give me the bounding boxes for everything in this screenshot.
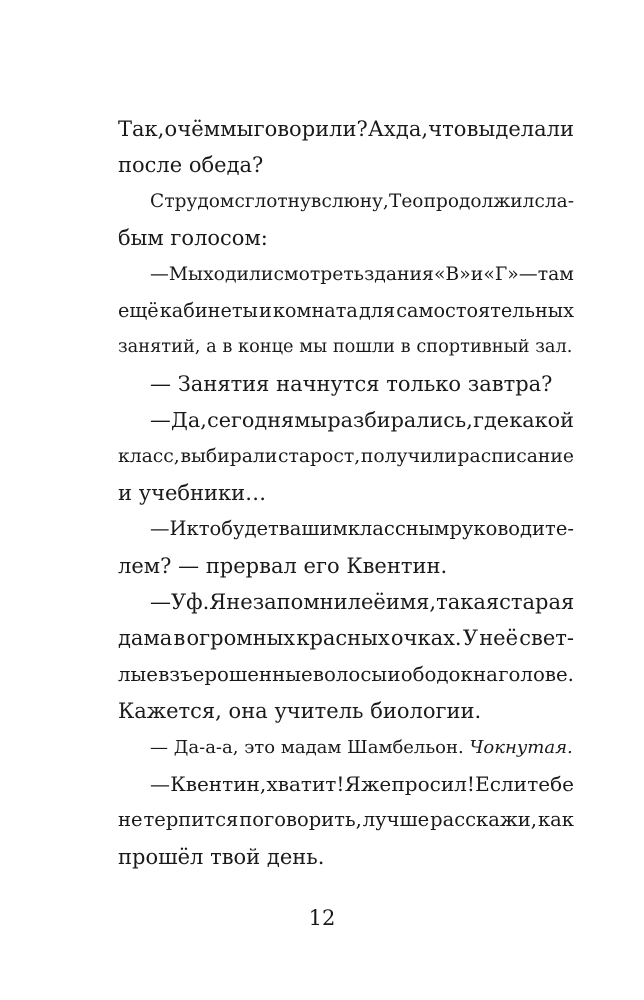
word: голосом: — [170, 226, 268, 251]
word: Ах — [367, 117, 396, 141]
word: обеда? — [188, 153, 264, 178]
word: в — [400, 337, 411, 358]
word: сегодня — [207, 408, 295, 433]
word: его — [303, 553, 340, 578]
word: ещё — [118, 298, 159, 322]
word: выбирали — [180, 445, 278, 467]
word: Да-а-а, — [173, 736, 239, 758]
word: Занятия — [177, 371, 270, 396]
word: Квентин, — [170, 772, 267, 797]
word: классным — [347, 517, 450, 541]
text-line — [118, 293, 574, 329]
text-line — [118, 475, 574, 511]
word: получили — [360, 445, 457, 467]
word: будет — [221, 517, 279, 541]
word: неё — [479, 626, 519, 651]
text-line — [118, 511, 574, 547]
word: бым — [118, 226, 164, 251]
word: чём — [177, 117, 221, 141]
text-line — [118, 584, 574, 620]
word: говорили? — [253, 117, 368, 141]
word: имя, — [385, 590, 437, 615]
word: огромных — [186, 626, 296, 651]
text-line — [118, 366, 574, 402]
word: Шамбельон. — [347, 736, 464, 758]
word: старая — [499, 590, 575, 615]
word: занятий, — [118, 337, 201, 358]
word: — — [518, 263, 538, 285]
word: мадам — [280, 736, 342, 758]
word: — — [150, 408, 171, 433]
word: завтра? — [467, 371, 553, 396]
word: поговорить, — [239, 808, 362, 832]
word: продолжил — [423, 190, 535, 212]
word: «Г» — [483, 263, 519, 285]
word: — — [150, 772, 170, 797]
word: Мы — [168, 263, 203, 285]
word: — — [150, 371, 171, 396]
body-text — [118, 111, 574, 875]
word: вы — [466, 117, 496, 141]
word: о — [164, 117, 178, 141]
word: Кажется, — [118, 699, 222, 724]
word: да, — [395, 117, 429, 141]
word: для — [358, 298, 396, 322]
word: сла- — [534, 190, 574, 212]
word: лучше — [362, 808, 430, 832]
word: конце — [238, 337, 294, 358]
word: учебники… — [138, 480, 267, 505]
word: её — [360, 590, 386, 615]
word: делали — [495, 117, 574, 141]
italic-word: Чокнутая. — [469, 736, 573, 758]
text-line — [118, 839, 574, 875]
word: — — [150, 590, 171, 615]
text-line — [118, 730, 574, 766]
word: а — [206, 337, 217, 358]
word: не — [118, 808, 143, 832]
page-number: 12 — [308, 906, 336, 930]
word: разбирались, — [327, 408, 473, 433]
word: это — [244, 736, 276, 758]
word: слюну, — [321, 190, 389, 212]
text-line — [118, 802, 574, 838]
word: И — [169, 517, 187, 541]
text-line — [118, 402, 574, 438]
word: мы — [220, 117, 254, 141]
text-line — [118, 329, 574, 365]
word: хватит! — [266, 772, 345, 797]
word: не — [226, 590, 253, 615]
word: старост, — [277, 445, 361, 467]
word: мы — [294, 408, 328, 433]
word: расскажи, — [430, 808, 538, 832]
text-line — [118, 439, 574, 475]
word: смотреть — [273, 263, 364, 285]
word: какой — [509, 408, 574, 433]
word: просил! — [391, 772, 475, 797]
word: и — [118, 480, 132, 505]
word: красных — [296, 626, 390, 651]
word: очках. — [390, 626, 462, 651]
word: сглотнув — [234, 190, 322, 212]
word: прошёл — [118, 844, 204, 869]
word: трудом — [164, 190, 235, 212]
word: биологии. — [370, 699, 482, 724]
word: — — [150, 736, 168, 758]
word: Тео — [389, 190, 424, 212]
word: и — [387, 662, 401, 686]
word: волосы — [312, 662, 388, 686]
word: — — [150, 517, 170, 541]
word: она — [228, 699, 268, 724]
word: руководите- — [449, 517, 574, 541]
text-line — [118, 657, 574, 693]
word: спортивный — [416, 337, 530, 358]
text-line — [118, 111, 574, 147]
text-line — [118, 620, 574, 656]
word: на — [473, 662, 498, 686]
word: Квентин. — [346, 553, 448, 578]
text-line — [118, 220, 574, 256]
word: здания — [364, 263, 434, 285]
word: тебе — [527, 772, 574, 797]
word: и — [258, 298, 272, 322]
word: голове. — [498, 662, 574, 686]
word: С — [150, 190, 165, 212]
text-line — [118, 257, 574, 293]
word: учитель — [274, 699, 364, 724]
word: лем? — [118, 553, 172, 578]
word: ободок — [400, 662, 473, 686]
word: Я — [209, 590, 227, 615]
text-line — [118, 548, 574, 584]
word: только — [386, 371, 462, 396]
word: расписание — [457, 445, 574, 467]
word: У — [462, 626, 478, 651]
word: в — [173, 626, 186, 651]
word: где — [473, 408, 510, 433]
word: дама — [118, 626, 173, 651]
word: кабинеты — [159, 298, 258, 322]
text-line — [118, 184, 574, 220]
text-line — [118, 766, 574, 802]
word: день. — [266, 844, 325, 869]
word: запомнил — [252, 590, 361, 615]
word: после — [118, 153, 183, 178]
word: и — [470, 263, 484, 285]
word: Так, — [118, 117, 165, 141]
word: Я — [344, 772, 361, 797]
word: вашим — [278, 517, 348, 541]
word: пошли — [332, 337, 395, 358]
word: самостоятельных — [396, 298, 574, 322]
word: «В» — [433, 263, 471, 285]
word: зал. — [535, 337, 573, 358]
word: Если — [475, 772, 527, 797]
word: свет- — [519, 626, 574, 651]
word: Уф. — [171, 590, 210, 615]
word: начнутся — [276, 371, 380, 396]
text-line — [118, 693, 574, 729]
word: в — [222, 337, 233, 358]
word: твой — [210, 844, 261, 869]
word: комната — [272, 298, 358, 322]
word: терпится — [143, 808, 239, 832]
word: такая — [436, 590, 500, 615]
word: мы — [299, 337, 328, 358]
word: ходили — [203, 263, 274, 285]
word: взъерошенные — [158, 662, 313, 686]
text-line — [118, 147, 574, 183]
word: класс, — [118, 445, 180, 467]
word: Да, — [171, 408, 207, 433]
word: — — [150, 263, 169, 285]
word: — — [178, 553, 200, 578]
word: же — [361, 772, 392, 797]
word: что — [428, 117, 467, 141]
word: лые — [118, 662, 158, 686]
word: как — [537, 808, 574, 832]
word: кто — [186, 517, 222, 541]
word: там — [537, 263, 574, 285]
word: прервал — [205, 553, 297, 578]
